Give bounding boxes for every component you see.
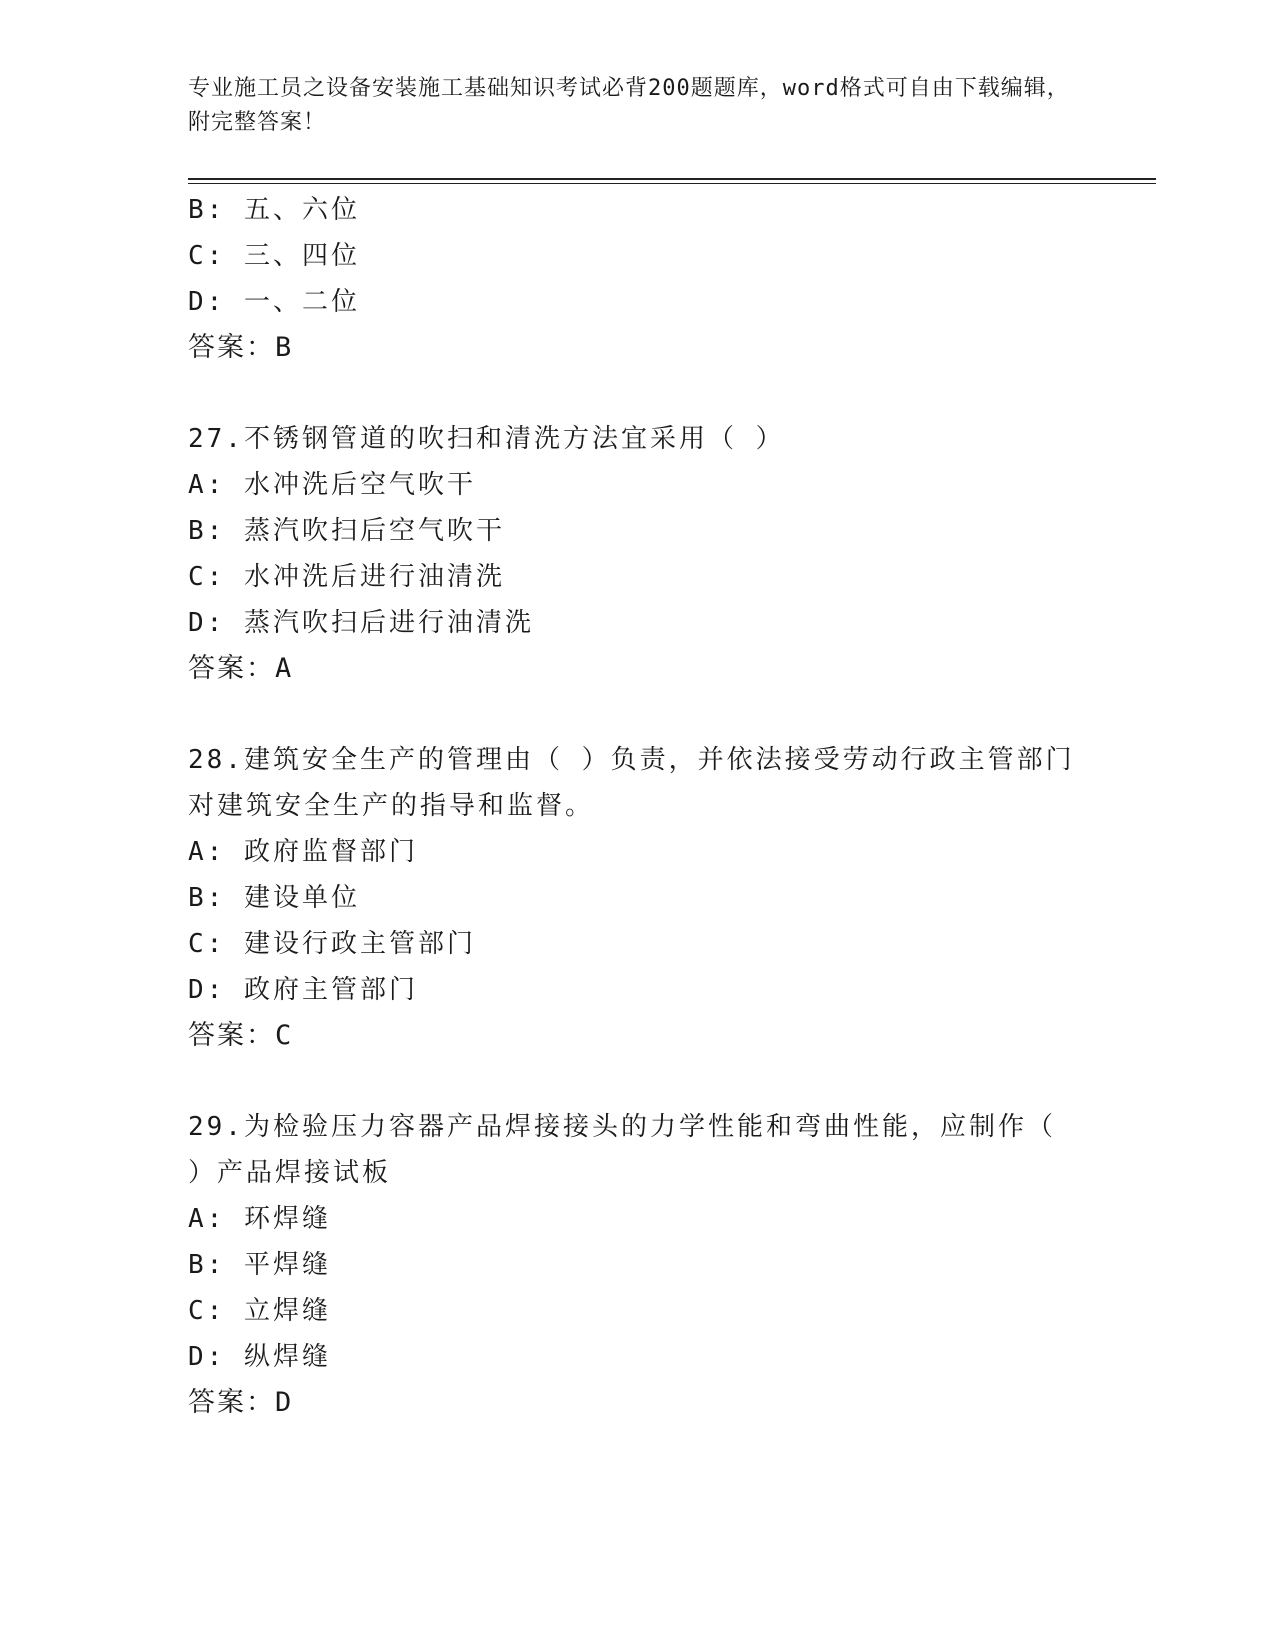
- option-a: A: 政府监督部门: [188, 837, 418, 867]
- option-c: C: 三、四位: [188, 241, 360, 271]
- question-26: [188, 187, 1088, 371]
- answer-value: C: [275, 1020, 294, 1051]
- question-28: [188, 737, 1088, 1059]
- answer-line: [188, 1380, 1088, 1426]
- option-b: B: 平焊缝: [188, 1250, 331, 1280]
- spacer: [188, 1059, 1088, 1104]
- answer-label: 答案：: [188, 653, 275, 684]
- question-title-line-1: 28.建筑安全生产的管理由（ ）负责，并依法接受劳动行政主管部门: [188, 745, 1075, 775]
- spacer: [188, 371, 1088, 416]
- option-d: D: 纵焊缝: [188, 1342, 331, 1372]
- question-title: 27.不锈钢管道的吹扫和清洗方法宜采用（ ）: [188, 424, 785, 454]
- question-title-line-2: ）产品焊接试板: [188, 1158, 392, 1188]
- option-b: B: 蒸汽吹扫后空气吹干: [188, 516, 505, 546]
- question-title-line-1: 29.为检验压力容器产品焊接接头的力学性能和弯曲性能，应制作（: [188, 1112, 1056, 1142]
- spacer: [188, 692, 1088, 737]
- answer-value: D: [275, 1387, 294, 1418]
- answer-label: 答案：: [188, 1387, 275, 1418]
- question-title-line-2: 对建筑安全生产的指导和监督。: [188, 791, 595, 821]
- option-d: D: 蒸汽吹扫后进行油清洗: [188, 608, 534, 638]
- option-d: D: 一、二位: [188, 287, 360, 317]
- option-b: B: 五、六位: [188, 195, 360, 225]
- page-header-title: 专业施工员之设备安装施工基础知识考试必背200题题库，word格式可自由下载编辑，附完整答案！: [188, 76, 1070, 135]
- option-a: A: 水冲洗后空气吹干: [188, 470, 476, 500]
- option-c: C: 建设行政主管部门: [188, 929, 476, 959]
- option-d: D: 政府主管部门: [188, 975, 418, 1005]
- question-27: [188, 416, 1088, 692]
- option-a: A: 环焊缝: [188, 1204, 331, 1234]
- answer-label: 答案：: [188, 1020, 275, 1051]
- option-c: C: 水冲洗后进行油清洗: [188, 562, 505, 592]
- answer-value: A: [275, 653, 294, 684]
- question-29: [188, 1104, 1088, 1426]
- header-divider-thin: [188, 183, 1156, 184]
- answer-line: [188, 646, 1088, 692]
- question-list: [188, 187, 1088, 1426]
- option-c: C: 立焊缝: [188, 1296, 331, 1326]
- option-b: B: 建设单位: [188, 883, 360, 913]
- answer-line: [188, 1013, 1088, 1059]
- header-divider: [188, 178, 1156, 180]
- answer-line: [188, 325, 1088, 371]
- answer-label: 答案：: [188, 332, 275, 363]
- answer-value: B: [275, 332, 294, 363]
